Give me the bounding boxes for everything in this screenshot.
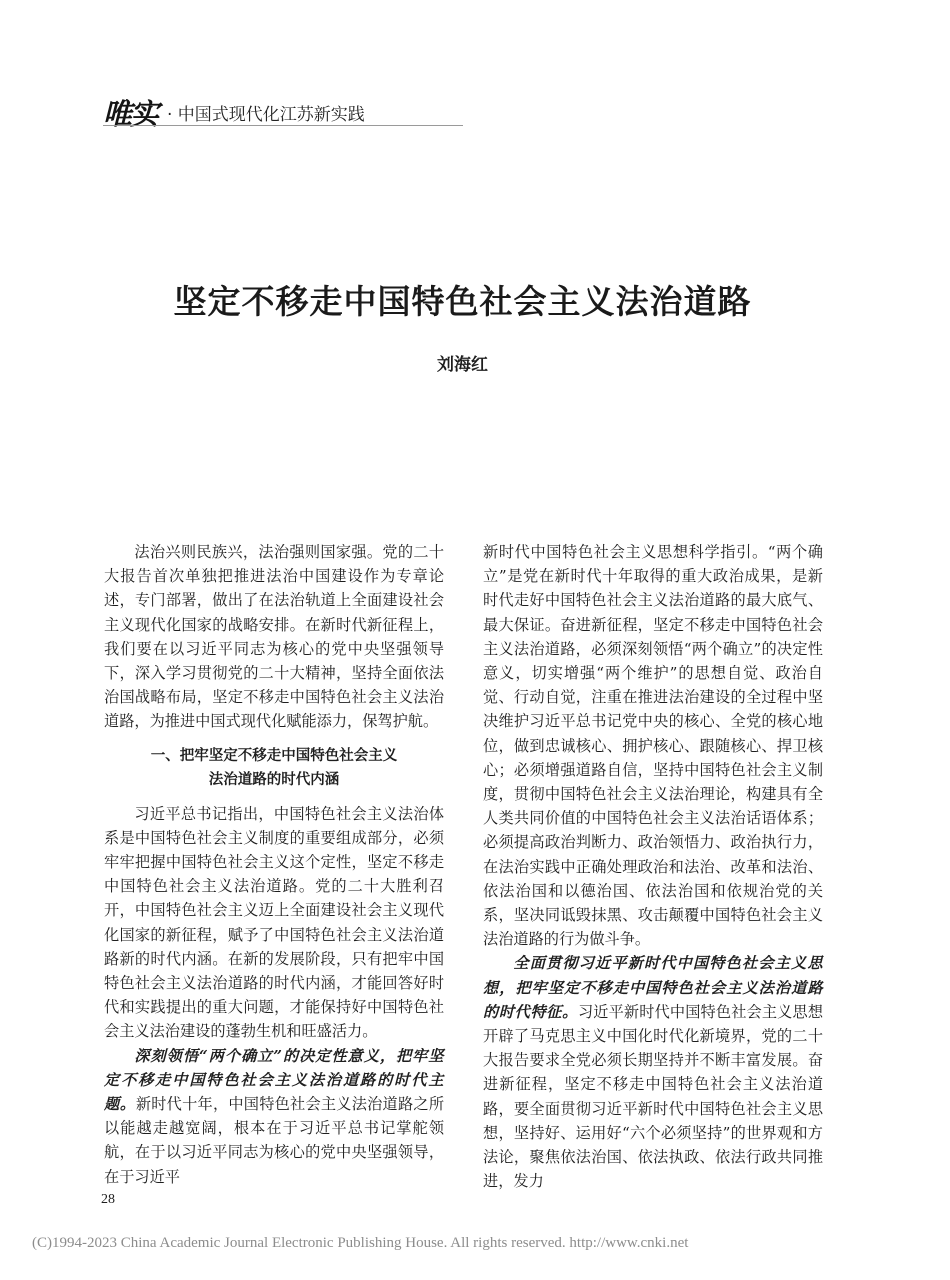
body-paragraph-lead <box>483 951 823 1193</box>
left-column <box>104 540 444 1189</box>
paragraph-body: 新时代十年，中国特色社会主义法治道路之所以能越走越宽阔，根本在于习近平总书记掌舵领航，在于以习近平同志为核心的党中央坚强领导，在于习近平 <box>104 1095 445 1186</box>
intro-paragraph: 法治兴则民族兴，法治强则国家强。党的二十大报告首次单独把推进法治中国建设作为专章论述，专门部署，做出了在法治轨道上全面建设社会主义现代化国家的战略安排。在新时代新征程上，我们要在以习近平同志为核心的党中央坚强领导下，深入学习贯彻党的二十大精神，坚持全面依法治国战略布局，坚定不移走中国特色社会主义法治道路，为推进中国式现代化赋能添力，保驾护航。 <box>104 543 444 731</box>
header-divider <box>103 125 463 126</box>
right-column <box>483 540 823 1193</box>
body-paragraph-lead <box>104 1044 444 1189</box>
section-heading <box>104 744 444 792</box>
paragraph-lead-sentence: 深刻领悟“两个确立”的决定性意义，把牢坚定不移走中国特色社会主义法治道路的时代主题。 <box>104 1046 444 1114</box>
section-heading-line1: 一、把牢坚定不移走中国特色社会主义 <box>150 747 398 764</box>
running-header <box>103 94 463 131</box>
column-title: · 中国式现代化江苏新实践 <box>167 105 365 125</box>
copyright-footer: (C)1994-2023 China Academic Journal Electronic Publishing House. All rights reserved. http://www.cnki.net <box>32 1235 689 1251</box>
article-author: 刘海红 <box>437 355 488 375</box>
journal-logo: 唯实 <box>103 97 158 131</box>
paragraph-body: 习近平新时代中国特色社会主义思想开辟了马克思主义中国化时代化新境界，党的二十大报告要求全党必须长期坚持并不断丰富发展。奋进新征程，坚定不移走中国特色社会主义法治道路，要全面贯彻习近平新时代中国特色社会主义思想，坚持好、运用好“六个必须坚持”的世界观和方法论，聚焦依法治国、依法执政、依法行政共同推进，发力 <box>483 1002 824 1191</box>
section-heading-line2: 法治道路的时代内涵 <box>208 771 340 788</box>
continued-paragraph: 新时代中国特色社会主义思想科学指引。“两个确立”是党在新时代十年取得的重大政治成果，是新时代走好中国特色社会主义法治道路的最大底气、最大保证。奋进新征程，坚定不移走中国特色社会主义法治道路，必须深刻领悟“两个确立”的决定性意义，切实增强“两个维护”的思想自觉、政治自觉、行动自觉，注重在推进法治建设的全过程中坚决维护习近平总书记党中央的核心、全党的核心地位，做到忠诚核心、拥护核心、跟随核心、捍卫核心；必须增强道路自信，坚持中国特色社会主义制度，贯彻中国特色社会主义法治理论，构建具有全人类共同价值的中国特色社会主义法治话语体系；必须提高政治判断力、政治领悟力、政治执行力，在法治实践中正确处理政治和法治、改革和法治、依法治国和以德治国、依法治国和依规治党的关系，坚决同诋毁抹黑、攻击颠覆中国特色社会主义法治道路的行为做斗争。 <box>483 543 823 949</box>
article-title: 坚定不移走中国特色社会主义法治道路 <box>173 282 752 321</box>
paragraph-lead-sentence: 全面贯彻习近平新时代中国特色社会主义思想，把牢坚定不移走中国特色社会主义法治道路的时代特征。 <box>483 954 823 1021</box>
page-number: 28 <box>101 1192 115 1207</box>
body-paragraph: 习近平总书记指出，中国特色社会主义法治体系是中国特色社会主义制度的重要组成部分，必须牢牢把握中国特色社会主义这个定性，坚定不移走中国特色社会主义法治道路。党的二十大胜利召开，中国特色社会主义迈上全面建设社会主义现代化国家的新征程，赋予了中国特色社会主义法治道路新的时代内涵。在新的发展阶段，只有把牢中国特色社会主义法治道路的时代内涵，才能回答好时代和实践提出的重大问题，才能保持好中国特色社会主义法治建设的蓬勃生机和旺盛活力。 <box>104 804 444 1041</box>
